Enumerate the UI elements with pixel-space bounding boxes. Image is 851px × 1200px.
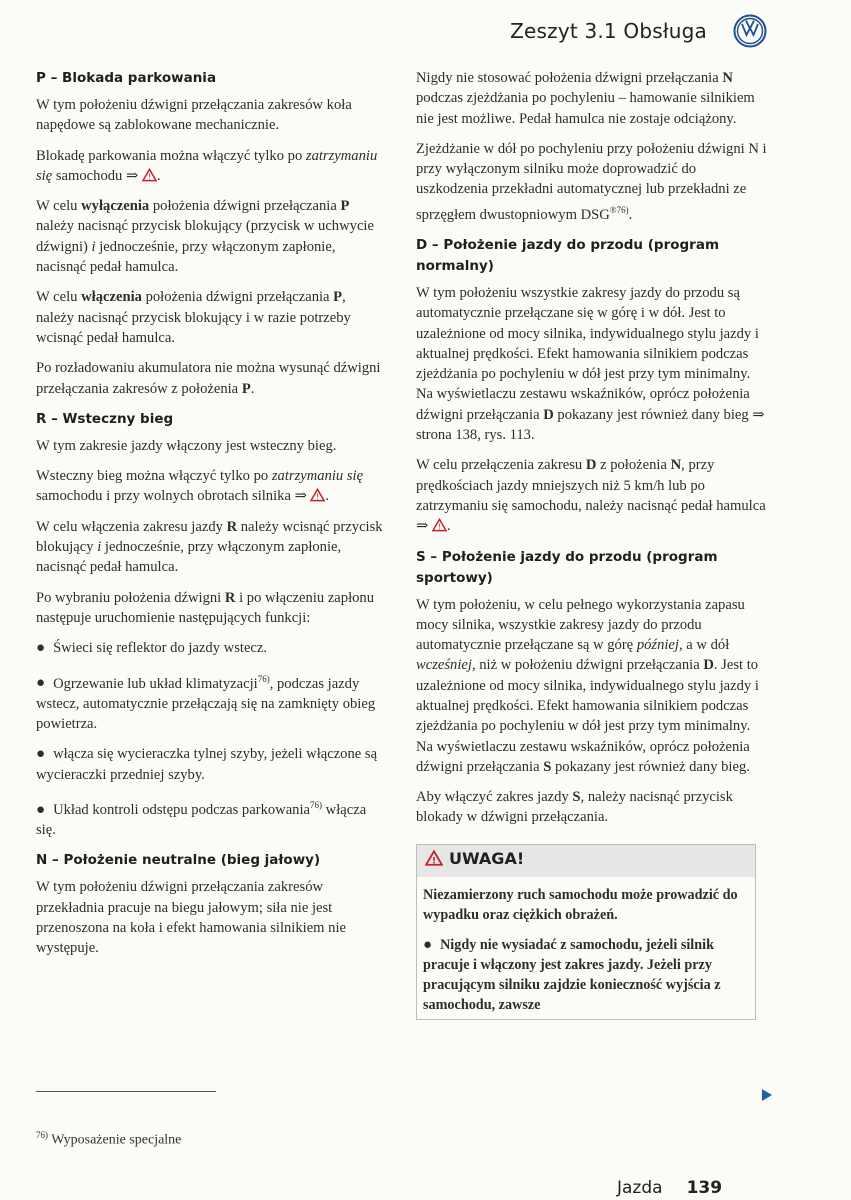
section-heading-n: N – Położenie neutralne (bieg jałowy) bbox=[36, 852, 321, 869]
warning-triangle-icon[interactable] bbox=[432, 518, 447, 532]
warning-text: Niezamierzony ruch samochodu może prowadzić do wypadku oraz ciężkich obrażeń. bbox=[423, 886, 738, 923]
warning-text: ● Nigdy nie wysiadać z samochodu, jeżeli silnik pracuje i włączony jest zakres jazdy. Jeżeli przy pracującym silniku zajdzie konieczność wyjścia z samochodu, zawsze bbox=[423, 936, 721, 1013]
list-item: ● włącza się wycieraczka tylnej szyby, jeżeli włączone są wycieraczki przedniej szyby. bbox=[36, 746, 378, 783]
page-number: 139 bbox=[686, 1178, 723, 1198]
footnote-divider bbox=[36, 1091, 216, 1092]
right-column bbox=[416, 68, 768, 1020]
list-item: ● Układ kontroli odstępu podczas parkowania$^{76)}$ włącza się. bbox=[36, 799, 367, 839]
svg-text:!: ! bbox=[147, 172, 151, 182]
paragraph: W tym zakresie jazdy włączony jest wsteczny bieg. bbox=[36, 437, 337, 454]
paragraph: Blokadę parkowania można włączyć tylko po zatrzymaniu się samochodu ⇒ ! . bbox=[36, 147, 378, 184]
paragraph: W tym położeniu dźwigni przełączania zakresów koła napędowe są zablokowane mechanicznie. bbox=[36, 97, 352, 134]
section-heading-d: D – Położenie jazdy do przodu (program normalny) bbox=[416, 236, 720, 274]
paragraph: Po rozładowaniu akumulatora nie można wysunąć dźwigni przełączania zakresów z położenia P. bbox=[36, 360, 381, 397]
section-heading-r: R – Wsteczny bieg bbox=[36, 410, 174, 427]
bullet-icon: ● bbox=[423, 936, 433, 953]
paragraph: W tym położeniu dźwigni przełączania zakresów przekładnia pracuje na biegu jałowym; siła nie jest przenoszona na koła i efekt hamowania silnikiem nie występuje. bbox=[36, 879, 347, 957]
svg-text:!: ! bbox=[316, 493, 320, 503]
warning-header bbox=[417, 845, 755, 877]
page-reference-link[interactable]: strona 138, rys. 113. bbox=[416, 427, 535, 444]
paragraph: W celu przełączenia zakresu D z położenia N, przy prędkościach jazdy mniejszych niż 5 km/h lub po zatrzymaniu się samochodu, należy nacisnąć pedał hamulca ⇒ ! . bbox=[416, 457, 766, 535]
warning-triangle-icon[interactable] bbox=[310, 488, 325, 502]
warning-body bbox=[417, 877, 755, 1015]
bullet-icon: ● bbox=[36, 801, 46, 818]
vw-logo-icon bbox=[733, 14, 767, 48]
paragraph: Aby włączyć zakres jazdy S, należy nacisnąć przycisk blokady w dźwigni przełączania. bbox=[416, 789, 733, 826]
left-column bbox=[36, 68, 386, 969]
page-footer bbox=[617, 1178, 722, 1198]
paragraph: W tym położeniu wszystkie zakresy jazdy do przodu są automatycznie przełączane się w górę i w dół. Jest to uzależnione od mocy silnika, indywidualnego stylu jazdy i aktualnej prędkości. Efekt hamowania silnikiem podczas zjeżdżania po pochyleniu w dół jest przy tym minimalny. Na wyświetlaczu zestawu wskaźników, oprócz położenia dźwigni przełączania D pokazany jest również dany bieg ⇒ strona 138, rys. 113. bbox=[416, 284, 765, 444]
paragraph: W celu wyłączenia położenia dźwigni przełączania P należy nacisnąć przycisk blokujący (przycisk w uchwycie dźwigni) i jednocześnie, przy włączonym zapłonie, nacisnąć pedał hamulca. bbox=[36, 198, 374, 276]
list-item: ● Świeci się reflektor do jazdy wstecz. bbox=[36, 640, 268, 657]
bullet-icon: ● bbox=[36, 746, 46, 763]
paragraph: Po wybraniu położenia dźwigni R i po włączeniu zapłonu następuje uruchomienie następujących funkcji: bbox=[36, 589, 375, 626]
continue-arrow-icon[interactable] bbox=[761, 1088, 773, 1102]
bullet-icon: ● bbox=[36, 640, 46, 657]
warning-title: UWAGA! bbox=[449, 848, 525, 868]
svg-text:!: ! bbox=[431, 856, 437, 866]
list-item: ● Ogrzewanie lub układ klimatyzacji$^{76)}$, podczas jazdy wstecz, automatycznie przełączają się na zamknięty obieg powietrza. bbox=[36, 673, 376, 732]
paragraph: W celu włączenia położenia dźwigni przełączania P, należy nacisnąć przycisk blokujący i w razie potrzeby wcisnąć pedał hamulca. bbox=[36, 289, 351, 346]
page-header-title: Zeszyt 3.1 Obsługa bbox=[510, 19, 707, 43]
footer-section: Jazda bbox=[617, 1178, 663, 1198]
paragraph: W tym położeniu, w celu pełnego wykorzystania zapasu mocy silnika, wszystkie zakresy jazdy do przodu automatycznie przełączane są w górę później, a w dół wcześniej, niż w położeniu dźwigni przełączania D. Jest to uzależnione od mocy silnika, indywidualnego stylu jazdy i aktualnej prędkości. Efekt hamowania silnikiem podczas zjeżdżania po pochyleniu w dół jest przy tym minimalny. Na wyświetlaczu zestawu wskaźników, oprócz położenia dźwigni przełączania S pokazany jest również dany bieg. bbox=[416, 596, 759, 775]
svg-text:!: ! bbox=[437, 522, 441, 532]
paragraph: Zjeżdżanie w dół po pochyleniu przy położeniu dźwigni N i przy wyłączonym silniku może doprowadzić do uszkodzenia przekładni automatycznej lub przekładni ze sprzęgłem dwustopniowym $DSG^{®76)}$. bbox=[416, 140, 767, 223]
paragraph: W celu włączenia zakresu jazdy R należy wcisnąć przycisk blokujący i jednocześnie, przy włączonym zapłonie, nacisnąć pedał hamulca. bbox=[36, 518, 383, 576]
warning-triangle-icon bbox=[425, 850, 443, 866]
warning-box bbox=[416, 844, 756, 1020]
bullet-icon: ● bbox=[36, 675, 46, 692]
section-heading-p: P – Blokada parkowania bbox=[36, 70, 217, 86]
section-heading-s: S – Położenie jazdy do przodu (program sportowy) bbox=[416, 548, 718, 586]
warning-triangle-icon[interactable] bbox=[142, 168, 157, 182]
paragraph: Wsteczny bieg można włączyć tylko po zatrzymaniu się samochodu i przy wolnych obrotach silnika ⇒ ! . bbox=[36, 468, 364, 505]
paragraph: Nigdy nie stosować położenia dźwigni przełączania N podczas zjeżdżania po pochyleniu – hamowanie silnikiem nie jest możliwe. Pedał hamulca nie zostaje odciążony. bbox=[416, 70, 755, 127]
footnote: $^{76)}$ Wyposażenie specjalne bbox=[36, 1130, 182, 1148]
